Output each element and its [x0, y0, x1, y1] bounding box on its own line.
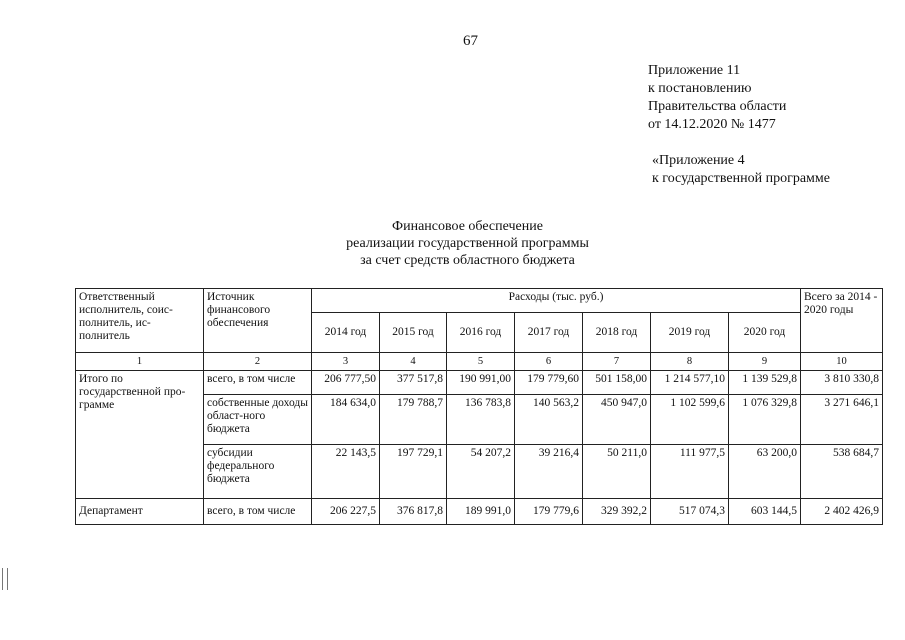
column-number: 5: [447, 353, 515, 371]
row-value: 179 788,7: [380, 395, 447, 445]
row-value: 190 991,00: [447, 371, 515, 395]
document-title: [300, 218, 635, 269]
row-value: 39 216,4: [515, 445, 583, 499]
column-number: 2: [204, 353, 312, 371]
row-value: 197 729,1: [380, 445, 447, 499]
header-year: 2014 год: [312, 313, 380, 353]
row-source: субсидии федерального бюджета: [204, 445, 312, 499]
row-value: 329 392,2: [583, 499, 651, 525]
appendix-line: Приложение 11: [648, 63, 741, 78]
appendix-reference: [648, 62, 786, 134]
appendix-line: от 14.12.2020 № 1477: [648, 117, 776, 132]
appendix-line: Правительства области: [648, 99, 787, 114]
program-appendix-reference: [652, 152, 830, 188]
row-value: 179 779,6: [515, 499, 583, 525]
header-year: 2017 год: [515, 313, 583, 353]
header-year: 2015 год: [380, 313, 447, 353]
row-value: 50 211,0: [583, 445, 651, 499]
column-number: 6: [515, 353, 583, 371]
row-value: 2 402 426,9: [801, 499, 883, 525]
row-value: 1 102 599,6: [651, 395, 729, 445]
row-value: 184 634,0: [312, 395, 380, 445]
row-source: всего, в том числе: [204, 499, 312, 525]
row-value: 206 227,5: [312, 499, 380, 525]
appendix-line: к государственной программе: [652, 171, 830, 186]
row-value: 22 143,5: [312, 445, 380, 499]
row-value: 376 817,8: [380, 499, 447, 525]
row-value: 1 214 577,10: [651, 371, 729, 395]
header-executor: Ответственный исполнитель, соис-полнитель, ис-полнитель: [76, 289, 204, 353]
header-expenses: Расходы (тыс. руб.): [312, 289, 801, 313]
title-line: за счет средств областного бюджета: [360, 253, 575, 268]
row-value: 538 684,7: [801, 445, 883, 499]
row-value: 206 777,50: [312, 371, 380, 395]
header-year: 2018 год: [583, 313, 651, 353]
title-line: Финансовое обеспечение: [392, 219, 543, 234]
table-row: [76, 499, 883, 525]
column-number-row: [76, 353, 883, 371]
row-value: 140 563,2: [515, 395, 583, 445]
column-number: 7: [583, 353, 651, 371]
row-value: 111 977,5: [651, 445, 729, 499]
financing-table: [75, 288, 883, 525]
row-executor: Департамент: [76, 499, 204, 525]
row-value: 450 947,0: [583, 395, 651, 445]
row-value: 1 076 329,8: [729, 395, 801, 445]
row-value: 377 517,8: [380, 371, 447, 395]
title-line: реализации государственной программы: [346, 236, 589, 251]
row-value: 1 139 529,8: [729, 371, 801, 395]
column-number: 9: [729, 353, 801, 371]
column-number: 10: [801, 353, 883, 371]
row-value: 3 810 330,8: [801, 371, 883, 395]
table-row: [76, 371, 883, 395]
row-value: 54 207,2: [447, 445, 515, 499]
row-value: 501 158,00: [583, 371, 651, 395]
column-number: 8: [651, 353, 729, 371]
header-source: Источник финансового обеспечения: [204, 289, 312, 353]
row-value: 63 200,0: [729, 445, 801, 499]
row-value: 136 783,8: [447, 395, 515, 445]
appendix-line: «Приложение 4: [652, 153, 745, 168]
page-number: 67: [463, 33, 478, 49]
appendix-line: к постановлению: [648, 81, 752, 96]
row-value: 603 144,5: [729, 499, 801, 525]
header-year: 2016 год: [447, 313, 515, 353]
row-value: 517 074,3: [651, 499, 729, 525]
header-year: 2019 год: [651, 313, 729, 353]
row-value: 189 991,0: [447, 499, 515, 525]
column-number: 3: [312, 353, 380, 371]
row-executor: Итого по государственной про-грамме: [76, 371, 204, 499]
row-source: всего, в том числе: [204, 371, 312, 395]
header-total: Всего за 2014 - 2020 годы: [801, 289, 883, 353]
column-number: 1: [76, 353, 204, 371]
header-year: 2020 год: [729, 313, 801, 353]
column-number: 4: [380, 353, 447, 371]
scan-margin-mark: [2, 568, 8, 590]
row-value: 3 271 646,1: [801, 395, 883, 445]
row-source: собственные доходы област-ного бюджета: [204, 395, 312, 445]
row-value: 179 779,60: [515, 371, 583, 395]
